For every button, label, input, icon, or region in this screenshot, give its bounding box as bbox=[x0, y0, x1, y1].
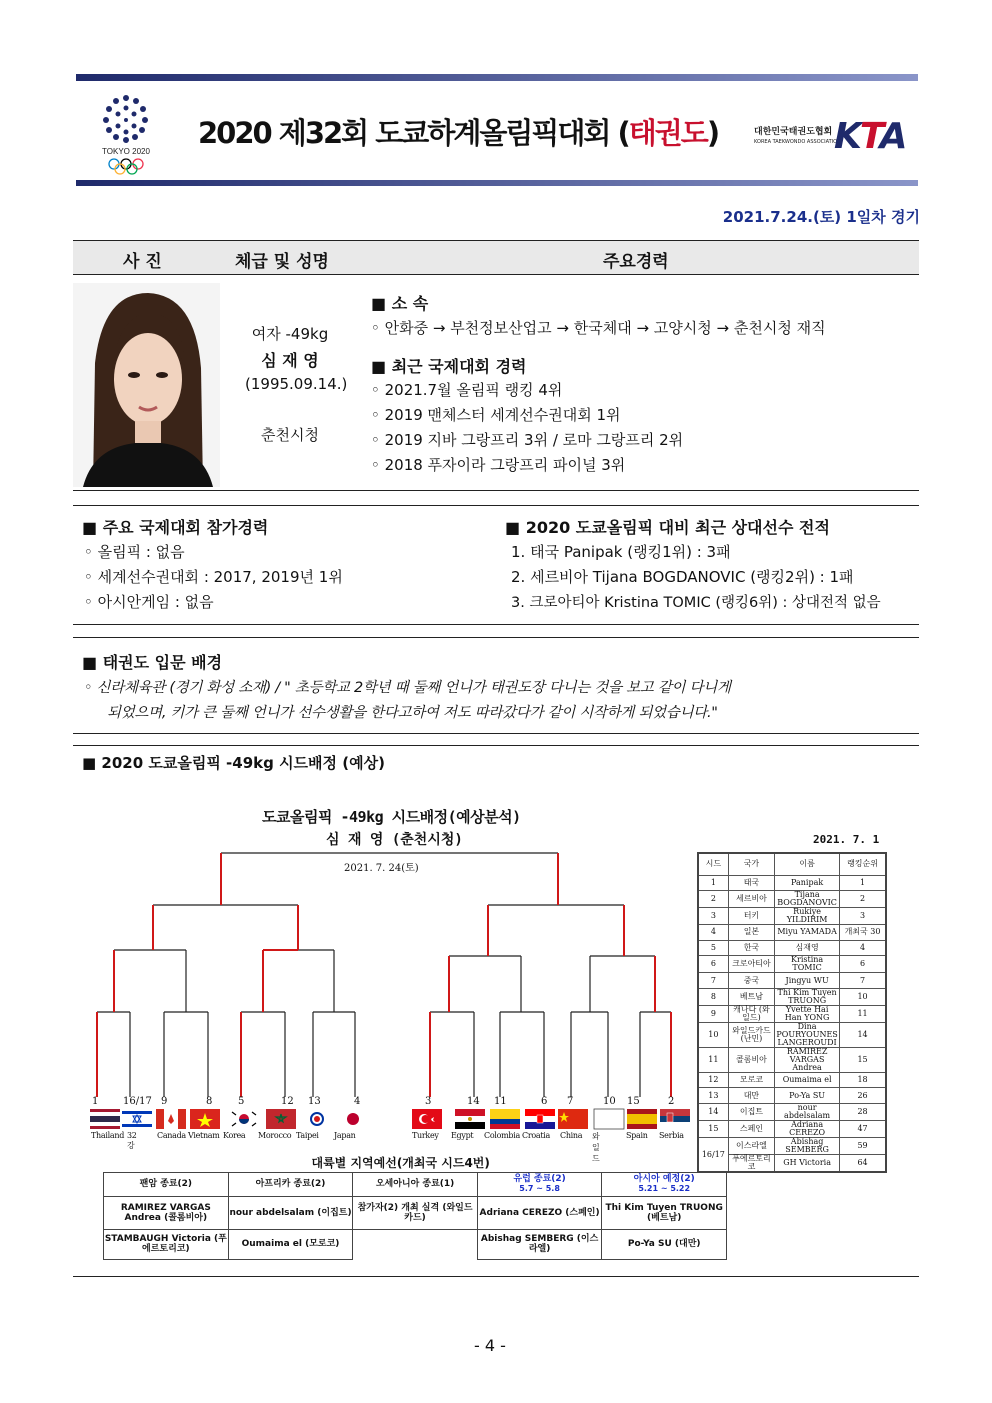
doc-date: 2021. 7. 1 bbox=[813, 833, 880, 846]
country-label: Canada bbox=[157, 1131, 186, 1140]
seed-cell: 1 bbox=[698, 875, 728, 891]
page-number: - 4 - bbox=[474, 1336, 506, 1355]
seed-row bbox=[698, 940, 886, 956]
seed-cell: 이스라엘 bbox=[728, 1138, 774, 1155]
seed-cell: RAMIREZ VARGAS Andrea bbox=[775, 1047, 840, 1072]
seed-cell: Adriana CEREZO bbox=[775, 1121, 840, 1138]
country-label: 와일드 bbox=[592, 1132, 600, 1163]
athlete-birth: (1995.09.14.) bbox=[245, 375, 348, 393]
major-item: ◦ 세계선수권대회 : 2017, 2019년 1위 bbox=[84, 568, 343, 586]
seed-cell: Oumaima el bbox=[775, 1072, 840, 1088]
affiliation-path: ◦ 안화중 → 부천정보산업고 → 한국체대 → 고양시청 → 춘천시청 재직 bbox=[371, 319, 826, 337]
seed-th: 랭킹순위 bbox=[840, 853, 886, 875]
region-cell: Abishag SEMBERG (이스라엘) bbox=[477, 1229, 602, 1259]
region-header-date: 5.21 ~ 5.22 bbox=[638, 1184, 691, 1193]
region-cell: Oumaima el (모로코) bbox=[228, 1229, 353, 1259]
region-header-date: 5.7 ~ 5.8 bbox=[519, 1184, 560, 1193]
region-header-label: 아시아 예정(2) bbox=[633, 1174, 695, 1184]
seed-cell: 26 bbox=[840, 1088, 886, 1104]
seed-cell: 14 bbox=[840, 1022, 886, 1047]
background-line: ◦ 신라체육관 (경기 화성 소재) / " 초등학교 2학년 때 둘째 언니가 태권도장 다니는 것을 보고 같이 다니게 bbox=[84, 680, 731, 696]
country-label: Turkey bbox=[412, 1131, 439, 1140]
col-photo: 사 진 bbox=[123, 252, 162, 272]
country-label: Spain bbox=[626, 1131, 648, 1140]
seed-cell: 태국 bbox=[728, 875, 774, 891]
country-label: Thailand bbox=[91, 1131, 125, 1140]
title-suffix: ) bbox=[706, 116, 719, 150]
seed-label: 7 bbox=[567, 1096, 574, 1107]
seed-cell: Miyu YAMADA bbox=[775, 925, 840, 941]
weight-class: 여자 -49kg bbox=[251, 325, 329, 343]
seed-row bbox=[698, 908, 886, 925]
seed-cell: 4 bbox=[840, 940, 886, 956]
region-cell: 참가자(2) 개최 실격 (와일드카드) bbox=[353, 1196, 477, 1229]
seed-cell: 16/17 bbox=[698, 1138, 728, 1173]
seed-cell: 12 bbox=[698, 1072, 728, 1088]
seed-row bbox=[698, 1072, 886, 1088]
col-name: 체급 및 성명 bbox=[235, 252, 329, 272]
seed-cell: 중국 bbox=[728, 973, 774, 989]
country-label: Colombia bbox=[484, 1131, 520, 1140]
seed-cell: 13 bbox=[698, 1088, 728, 1104]
seed-label: 12 bbox=[281, 1096, 294, 1107]
seed-th: 국가 bbox=[728, 853, 774, 875]
rivals-title: ■ 2020 도쿄올림픽 대비 최근 상대선수 전적 bbox=[505, 518, 830, 537]
tokyo-logo-text: TOKYO 2020 bbox=[102, 147, 150, 156]
seed-cell: 캐나다 (와일드) bbox=[728, 1005, 774, 1022]
seed-row bbox=[698, 973, 886, 989]
region-cell bbox=[353, 1229, 477, 1259]
seed-cell: 5 bbox=[698, 940, 728, 956]
seed-label: 1 bbox=[92, 1096, 99, 1107]
region-header-label: 유럽 종료(2) bbox=[513, 1174, 566, 1184]
seed-row bbox=[698, 1005, 886, 1022]
recent-title: ■ 최근 국제대회 경력 bbox=[371, 357, 527, 376]
seed-row bbox=[698, 1047, 886, 1072]
country-label: Vietnam bbox=[188, 1131, 220, 1140]
seed-cell: Panipak bbox=[775, 875, 840, 891]
seed-cell: 9 bbox=[698, 1005, 728, 1022]
seed-cell: 6 bbox=[840, 956, 886, 973]
seed-cell: 64 bbox=[840, 1155, 886, 1173]
seed-label: 13 bbox=[308, 1096, 321, 1107]
seed-cell: Rukiye YILDIRIM bbox=[775, 908, 840, 925]
recent-item: ◦ 2018 푸자이라 그랑프리 파이널 3위 bbox=[371, 456, 626, 474]
rival-item: 2. 세르비아 Tijana BOGDANOVIC (랭킹2위) : 1패 bbox=[511, 568, 854, 586]
seed-cell: Jingyu WU bbox=[775, 973, 840, 989]
region-table bbox=[103, 1154, 727, 1260]
seed-label: 16/17 bbox=[123, 1096, 152, 1107]
region-cell: Adriana CEREZO (스페인) bbox=[477, 1196, 602, 1229]
seed-row bbox=[698, 925, 886, 941]
background-title: ■ 태권도 입문 배경 bbox=[82, 653, 223, 672]
title-prefix: 2020 제32회 도쿄하계올림픽대회 ( bbox=[198, 116, 629, 150]
seed-cell: 2 bbox=[840, 891, 886, 908]
major-title: ■ 주요 국제대회 참가경력 bbox=[82, 518, 269, 537]
seed-row bbox=[698, 988, 886, 1005]
seed-cell: 8 bbox=[698, 988, 728, 1005]
seed-cell: 3 bbox=[698, 908, 728, 925]
association-kr: 대한민국태권도협회 bbox=[754, 127, 833, 137]
seed-cell: 베트남 bbox=[728, 988, 774, 1005]
col-career: 주요경력 bbox=[603, 252, 669, 272]
seed-cell: 47 bbox=[840, 1121, 886, 1138]
seed-row bbox=[698, 875, 886, 891]
seed-row bbox=[698, 1121, 886, 1138]
country-label: Taipei bbox=[296, 1131, 319, 1140]
seed-cell: 7 bbox=[698, 973, 728, 989]
kta-logo: KTA bbox=[834, 116, 906, 157]
seed-label: 4 bbox=[354, 1096, 361, 1107]
seed-table bbox=[697, 852, 887, 1173]
region-header-label: 오세아니아 종료(1) bbox=[375, 1179, 455, 1189]
seed-label: 10 bbox=[603, 1096, 616, 1107]
region-header bbox=[353, 1172, 477, 1196]
region-header-label: 팬암 종료(2) bbox=[139, 1179, 193, 1189]
seed-cell: 7 bbox=[840, 973, 886, 989]
region-header bbox=[477, 1172, 602, 1196]
region-header bbox=[602, 1172, 727, 1196]
seed-label: 2 bbox=[668, 1096, 675, 1107]
seed-cell: Yvette Hai Han YONG bbox=[775, 1005, 840, 1022]
seed-cell: 1 bbox=[840, 875, 886, 891]
seed-cell: 개최국 30 bbox=[840, 925, 886, 941]
rival-item: 3. 크로아티아 Kristina TOMIC (랭킹6위) : 상대전적 없음 bbox=[511, 595, 881, 611]
title-sport: 태권도 bbox=[628, 116, 707, 150]
country-label: China bbox=[560, 1131, 583, 1140]
rival-item: 1. 태국 Panipak (랭킹1위) : 3패 bbox=[511, 543, 731, 561]
seed-section-title: ■ 2020 도쿄올림픽 -49kg 시드배정 (예상) bbox=[82, 754, 385, 772]
country-label: 32강 bbox=[127, 1131, 137, 1150]
seed-cell: Kristina TOMIC bbox=[775, 956, 840, 973]
seed-label: 5 bbox=[238, 1096, 245, 1107]
athlete-team: 춘천시청 bbox=[261, 426, 319, 444]
region-title: 대륙별 지역예선(개최국 시드4번) bbox=[311, 1155, 490, 1170]
bracket-subtitle: 심 재 영 (춘천시청) bbox=[326, 832, 463, 848]
country-label: Japan bbox=[334, 1131, 356, 1140]
seed-cell: 콜롬비아 bbox=[728, 1047, 774, 1072]
seed-label: 14 bbox=[467, 1096, 480, 1107]
country-label: Morocco bbox=[258, 1131, 292, 1140]
seed-label: 15 bbox=[627, 1096, 640, 1107]
recent-item: ◦ 2019 지바 그랑프리 3위 / 로마 그랑프리 2위 bbox=[371, 431, 684, 449]
athlete-name: 심 재 영 bbox=[261, 351, 319, 370]
seed-cell: 크로아티아 bbox=[728, 956, 774, 973]
seed-cell: 59 bbox=[840, 1138, 886, 1155]
seed-row bbox=[698, 956, 886, 973]
seed-cell: nour abdelsalam bbox=[775, 1104, 840, 1121]
region-cell: Thi Kim Tuyen TRUONG (베트남) bbox=[602, 1196, 727, 1229]
seed-cell: 푸에르토리코 bbox=[728, 1155, 774, 1173]
seed-cell: 스페인 bbox=[728, 1121, 774, 1138]
seed-cell: 28 bbox=[840, 1104, 886, 1121]
seed-cell: 15 bbox=[840, 1047, 886, 1072]
region-header bbox=[104, 1172, 229, 1196]
seed-row bbox=[698, 1022, 886, 1047]
seed-cell: 세르비아 bbox=[728, 891, 774, 908]
region-header bbox=[228, 1172, 353, 1196]
seed-cell: 2 bbox=[698, 891, 728, 908]
major-item: ◦ 아시안게임 : 없음 bbox=[84, 593, 214, 611]
seed-th: 시드 bbox=[698, 853, 728, 875]
seed-row bbox=[698, 1104, 886, 1121]
affiliation-title: ■ 소 속 bbox=[371, 294, 429, 313]
seed-cell: Po-Ya SU bbox=[775, 1088, 840, 1104]
seed-cell: 15 bbox=[698, 1121, 728, 1138]
seed-label: 9 bbox=[161, 1096, 168, 1107]
seed-cell: 10 bbox=[840, 988, 886, 1005]
seed-cell: Tijana BOGDANOVIC bbox=[775, 891, 840, 908]
seed-cell: 심재영 bbox=[775, 940, 840, 956]
seed-row bbox=[698, 891, 886, 908]
country-label: Croatia bbox=[522, 1131, 550, 1140]
bracket-date: 2021. 7. 24(토) bbox=[344, 863, 419, 874]
seed-cell: 4 bbox=[698, 925, 728, 941]
region-cell: STAMBAUGH Victoria (푸에르토리코) bbox=[104, 1229, 229, 1259]
seed-cell: 11 bbox=[698, 1047, 728, 1072]
seed-label: 8 bbox=[206, 1096, 213, 1107]
seed-cell: 6 bbox=[698, 956, 728, 973]
seed-row bbox=[698, 1088, 886, 1104]
recent-item: ◦ 2021.7월 올림픽 랭킹 4위 bbox=[371, 381, 563, 399]
recent-item: ◦ 2019 맨체스터 세계선수권대회 1위 bbox=[371, 406, 621, 424]
region-cell: Po-Ya SU (대만) bbox=[602, 1229, 727, 1259]
seed-cell: 한국 bbox=[728, 940, 774, 956]
seed-cell: 18 bbox=[840, 1072, 886, 1088]
seed-label: 6 bbox=[541, 1096, 548, 1107]
seed-row bbox=[698, 1138, 886, 1155]
flags-left bbox=[90, 1109, 368, 1129]
seed-cell: 14 bbox=[698, 1104, 728, 1121]
seed-label: 3 bbox=[425, 1096, 432, 1107]
seed-cell: 일본 bbox=[728, 925, 774, 941]
seed-th: 이름 bbox=[775, 853, 840, 875]
seed-cell: Dina POURYOUNES LANGEROUDI bbox=[776, 1021, 838, 1047]
seed-cell: 터키 bbox=[728, 908, 774, 925]
seed-cell: 3 bbox=[840, 908, 886, 925]
match-date: 2021.7.24.(토) 1일차 경기 bbox=[722, 208, 920, 226]
seed-cell: Thi Kim Tuyen TRUONG bbox=[775, 988, 840, 1005]
association-en: KOREA TAEKWONDO ASSOCIATION bbox=[754, 139, 841, 145]
country-label: Egypt bbox=[451, 1131, 474, 1140]
background-line: 되었으며, 키가 큰 둘째 언니가 선수생활을 한다고하여 저도 따라갔다가 같이 시작하게 되었습니다." bbox=[107, 705, 718, 721]
seed-cell: 10 bbox=[698, 1022, 728, 1047]
bracket-title: 도쿄올림픽 -49kg 시드배정(예상분석) bbox=[262, 808, 521, 826]
region-cell: RAMIREZ VARGAS Andrea (콜롬비아) bbox=[104, 1196, 229, 1229]
region-cell: nour abdelsalam (이집트) bbox=[228, 1196, 353, 1229]
divider bbox=[73, 1276, 919, 1277]
seed-cell: 이집트 bbox=[728, 1104, 774, 1121]
seed-cell: GH Victoria bbox=[775, 1155, 840, 1173]
seed-label: 11 bbox=[494, 1096, 507, 1107]
seed-cell: 모로코 bbox=[728, 1072, 774, 1088]
seed-cell: Abishag SEMBERG bbox=[775, 1138, 840, 1155]
country-label: Serbia bbox=[659, 1131, 684, 1140]
seed-cell: 와일드카드 (난민) bbox=[728, 1022, 774, 1047]
seed-cell: 대만 bbox=[728, 1088, 774, 1104]
region-header-label: 아프리카 종료(2) bbox=[255, 1179, 326, 1189]
major-item: ◦ 올림픽 : 없음 bbox=[84, 543, 185, 561]
flags-right bbox=[412, 1109, 690, 1129]
seed-cell: 11 bbox=[840, 1005, 886, 1022]
country-label: Korea bbox=[223, 1131, 246, 1140]
